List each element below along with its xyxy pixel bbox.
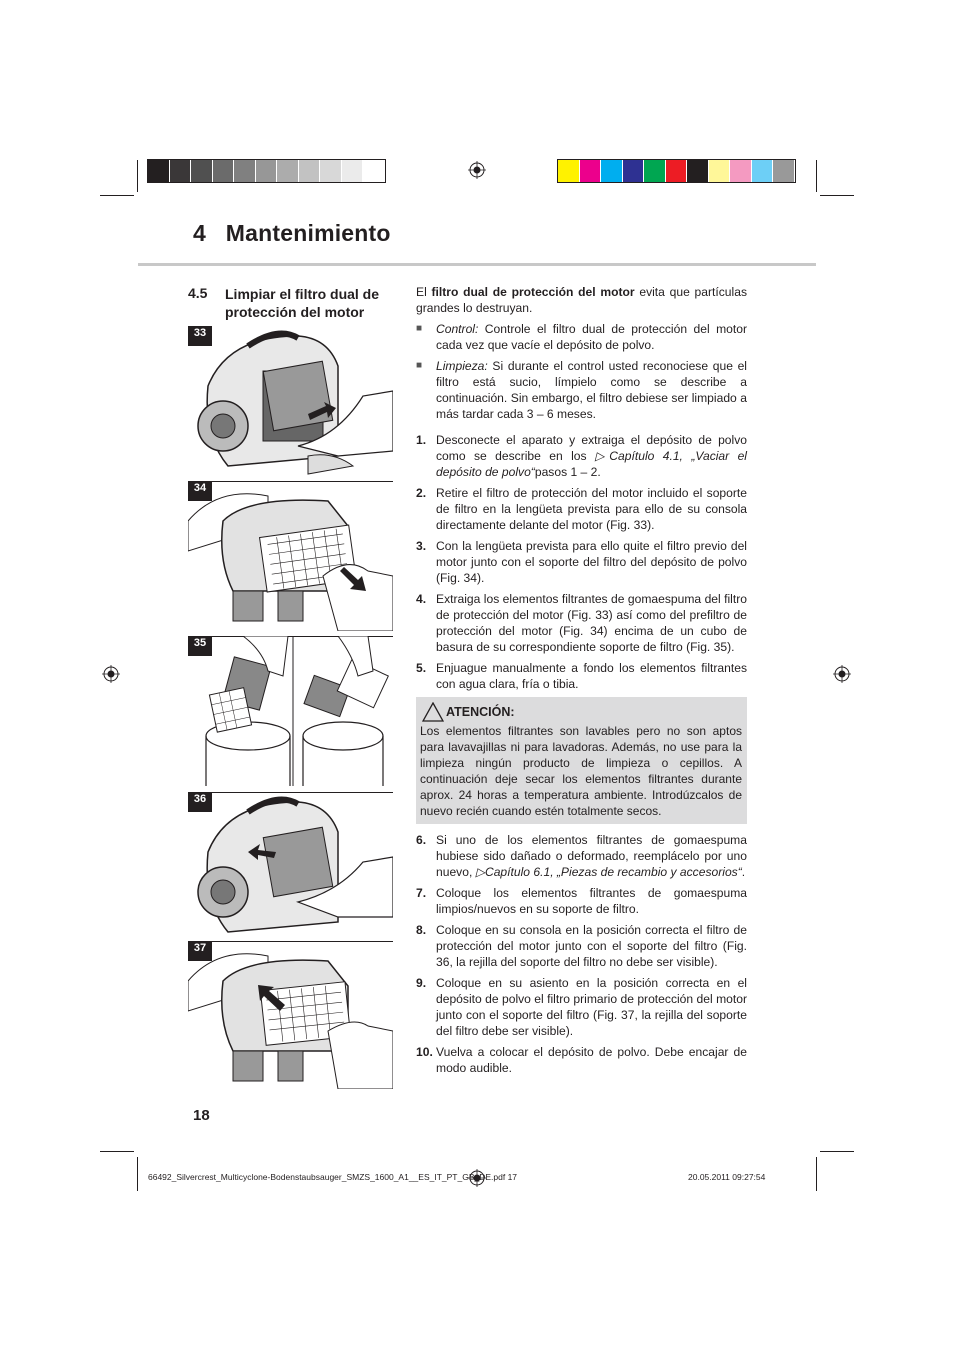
color-swatch: [773, 160, 795, 182]
chapter-title: Mantenimiento: [225, 220, 391, 246]
bullet-text: Controle el filtro dual de protección del motor cada vez que vacíe el depósito de polvo.: [436, 322, 747, 352]
chapter-number: 4: [193, 220, 206, 246]
color-swatch: [363, 160, 385, 182]
step-text: Con la lengüeta prevista para ello quite el filtro previo del motor junto con el soporte del filtro del depósito de polvo (Fig. 34).: [436, 539, 747, 585]
color-swatch: [666, 160, 688, 182]
step-item: [416, 432, 747, 480]
step-number: 6.: [416, 833, 427, 847]
chapter-heading: [193, 220, 391, 247]
color-swatch: [148, 160, 170, 182]
warning-triangle-icon: [422, 702, 444, 722]
footer-filename: 66492_Silvercrest_Multicyclone-Bodenstaubsauger_SMZS_1600_A1__ES_IT_PT_GB_DE.pdf 17: [148, 1172, 518, 1182]
step-number: 1.: [416, 433, 427, 447]
step-number: 7.: [416, 886, 427, 900]
vacuum-illustration: [188, 792, 393, 935]
step-item: [416, 660, 747, 692]
chapter-reference-link[interactable]: ▷Capítulo 4.1, „Vaciar el depósito de polvo“: [436, 449, 747, 479]
warning-box: [416, 697, 747, 824]
bullet-label: Control:: [436, 322, 479, 336]
step-number: 5.: [416, 661, 427, 675]
heading-rule: [138, 263, 816, 266]
figure-36: [188, 792, 393, 935]
color-swatch: [213, 160, 235, 182]
step-number: 4.: [416, 592, 427, 606]
step-text: Enjuague manualmente a fondo los elementos filtrantes con agua clara, fría o tibia.: [436, 661, 747, 691]
step-number: 9.: [416, 976, 427, 990]
figure-label: 37: [188, 941, 212, 961]
figure-label: 36: [188, 792, 212, 812]
crop-mark: [816, 160, 817, 192]
color-swatch: [687, 160, 709, 182]
bullet-list: [416, 321, 747, 422]
color-swatch: [234, 160, 256, 182]
vacuum-illustration: [188, 941, 393, 1089]
step-item: [416, 885, 747, 917]
step-text-suffix: .: [741, 865, 746, 879]
figure-label: 35: [188, 636, 212, 656]
step-number: 8.: [416, 923, 427, 937]
section-number: 4.5: [188, 285, 208, 301]
step-text: Desconecte el aparato y extraiga el depósito de polvo como se describe en los: [436, 433, 747, 463]
step-text: Extraiga los elementos filtrantes de gomaespuma del filtro de protección del motor (Fig. 33) así como del prefiltro de protección del motor (Fig. 34) encima de un cubo de basura de su correspondiente soporte de filtro (Fig. 35).: [436, 592, 747, 654]
bullet-text: Si durante el control usted reconociese que el filtro está sucio, límpielo como se describe a continuación. Sin embargo, el filtro debiese ser limpiado a más tardar cada 3 – 6 meses.: [436, 359, 747, 421]
intro-suffix: evita que partículas grandes lo destruyan.: [416, 285, 747, 315]
figure-35: [188, 636, 393, 786]
color-swatch: [730, 160, 752, 182]
color-swatch: [709, 160, 731, 182]
step-item: [416, 975, 747, 1039]
footer-date: 20.05.2011 09:27:54: [688, 1172, 766, 1182]
step-item: [416, 538, 747, 586]
step-number: 3.: [416, 539, 427, 553]
step-item: [416, 485, 747, 533]
intro-prefix: El: [416, 285, 432, 299]
bullet-item: [416, 358, 747, 422]
step-item: [416, 922, 747, 970]
filter-cleaning-illustration: [188, 636, 393, 786]
step-item: [416, 832, 747, 880]
square-bullet-icon: ■: [416, 323, 423, 334]
crop-mark: [100, 195, 134, 196]
page-number: 18: [193, 1107, 210, 1124]
step-item: [416, 591, 747, 655]
step-text: Retire el filtro de protección del motor incluido el soporte de filtro en la lengüeta prevista para ello de su consola directamente delante del motor (Fig. 33).: [436, 486, 747, 532]
figure-34: [188, 481, 393, 631]
color-swatch: [277, 160, 299, 182]
color-swatch: [558, 160, 580, 182]
intro-bold: filtro dual de protección del motor: [431, 285, 635, 299]
figure-label: 33: [188, 326, 212, 346]
figure-label: 34: [188, 481, 212, 501]
section-title: Limpiar el filtro dual de protección del motor: [225, 286, 380, 320]
figure-33: [188, 326, 393, 476]
crop-mark: [137, 1157, 138, 1191]
crop-mark: [820, 1151, 854, 1152]
steps-list: [416, 832, 747, 1081]
step-text: Si uno de los elementos filtrantes de gomaespuma hubiese sido dañado o deformado, reemplácelo por uno nuevo,: [436, 833, 747, 879]
color-swatch: [191, 160, 213, 182]
color-swatch: [256, 160, 278, 182]
color-swatch: [170, 160, 192, 182]
vacuum-illustration: [188, 481, 393, 631]
step-text: Coloque los elementos filtrantes de gomaespuma limpios/nuevos en su soporte de filtro.: [436, 886, 747, 916]
color-swatch: [320, 160, 342, 182]
color-swatch: [752, 160, 774, 182]
registration-mark-icon: [833, 665, 851, 683]
step-number: 2.: [416, 486, 427, 500]
color-swatch: [601, 160, 623, 182]
figure-37: [188, 941, 393, 1089]
warning-title: ATENCIÓN:: [446, 705, 515, 719]
crop-mark: [100, 1151, 134, 1152]
step-text: Vuelva a colocar el depósito de polvo. Debe encajar de modo audible.: [436, 1045, 747, 1075]
intro-paragraph: [416, 284, 747, 316]
color-calibration-bar: [557, 159, 796, 183]
color-swatch: [299, 160, 321, 182]
step-number: 10.: [416, 1045, 433, 1059]
crop-mark: [820, 195, 854, 196]
step-text-suffix: pasos 1 – 2.: [534, 465, 601, 479]
bullet-label: Limpieza:: [436, 359, 488, 373]
color-swatch: [342, 160, 364, 182]
color-swatch: [623, 160, 645, 182]
crop-mark: [816, 1157, 817, 1191]
registration-mark-icon: [102, 665, 120, 683]
bullet-item: [416, 321, 747, 353]
step-text: Coloque en su consola en la posición correcta el filtro de protección del motor junto con el soporte del filtro (Fig. 36, la rejilla del soporte del filtro no debe ser visible).: [436, 923, 747, 969]
vacuum-illustration: [188, 326, 393, 476]
registration-mark-icon: [468, 161, 486, 179]
step-item: [416, 1044, 747, 1076]
gray-calibration-bar: [147, 159, 386, 183]
crop-mark: [137, 160, 138, 192]
steps-list: [416, 432, 747, 697]
color-swatch: [580, 160, 602, 182]
color-swatch: [644, 160, 666, 182]
step-text: Coloque en su asiento en la posición correcta en el depósito de polvo el filtro primario de protección del motor junto con el soporte del filtro (Fig. 37, la rejilla del soporte del filtro debe ser visible).: [436, 976, 747, 1038]
warning-text: Los elementos filtrantes son lavables pero no son aptos para lavavajillas ni para lavadoras. Además, no use para la limpieza ningún producto de limpieza o cepillos. A continuación deje secar los elementos filtrantes durante aprox. 24 horas a temperatura ambiente. Introdúzcalos de nuevo recién cuando estén totalmente secos.: [420, 724, 742, 818]
square-bullet-icon: ■: [416, 360, 423, 371]
chapter-reference-link[interactable]: ▷Capítulo 6.1, „Piezas de recambio y accesorios“: [475, 865, 742, 879]
